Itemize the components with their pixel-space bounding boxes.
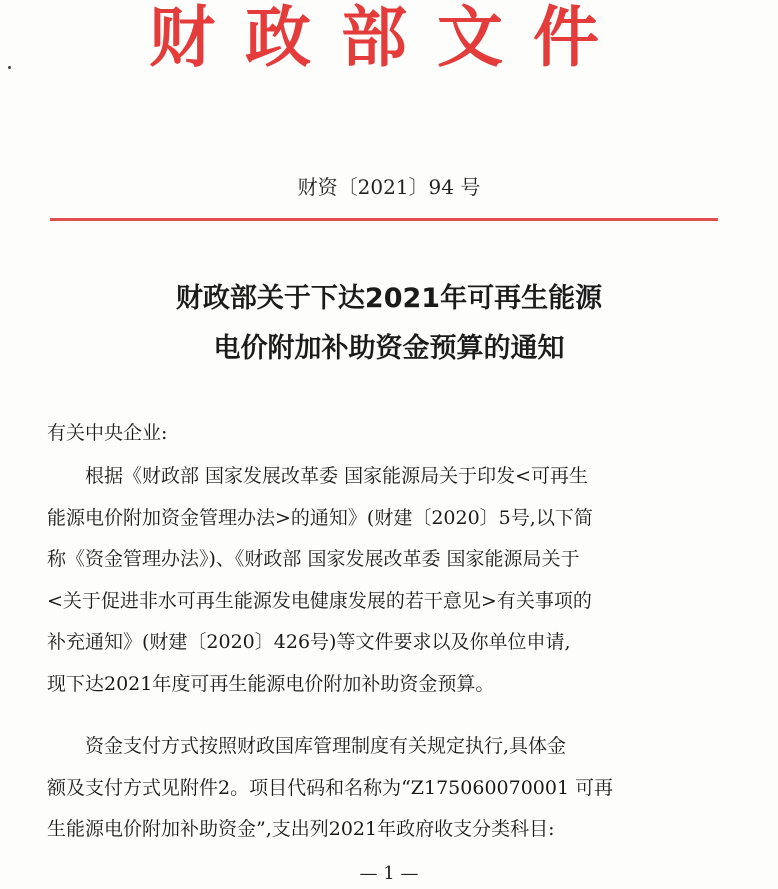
page-number: — 1 — [359,863,419,884]
paragraph-1-line-5: 补充通知》(财建〔2020〕426号)等文件要求以及你单位申请, [47,631,571,653]
paragraph-1-line-6: 现下达2021年度可再生能源电价附加补助资金预算。 [47,672,495,695]
header-divider [50,218,718,221]
paragraph-1-line-3: 称《资金管理办法》)、《财政部 国家发展改革委 国家能源局关于 [47,548,580,570]
paragraph-2-line-1: 资金支付方式按照财政国库管理制度有关规定执行,具体金 [85,735,567,757]
paragraph-2-line-2: 额及支付方式见附件2。项目代码和名称为“Z175060070001 可再 [47,776,614,799]
document-header: 财政部文件 [149,0,629,76]
document-title-line-2: 电价附加补助资金预算的通知 [213,333,565,364]
document-number: 财资〔2021〕94 号 [297,175,481,199]
paragraph-1-line-2: 能源电价附加资金管理办法>的通知》(财建〔2020〕5号,以下简 [47,506,593,529]
body-paragraph-2 [47,726,737,851]
paragraph-1-line-4: <关于促进非水可再生能源发电健康发展的若干意见>有关事项的 [47,589,592,612]
salutation: 有关中央企业: [47,422,168,444]
paragraph-2-line-3: 生能源电价附加补助资金”,支出列2021年政府收支分类科目: [47,818,555,840]
body-paragraph-1 [47,456,737,705]
document-title-line-1: 财政部关于下达2021年可再生能源 [175,283,603,314]
paragraph-1-line-1: 根据《财政部 国家发展改革委 国家能源局关于印发<可再生 [85,465,589,487]
